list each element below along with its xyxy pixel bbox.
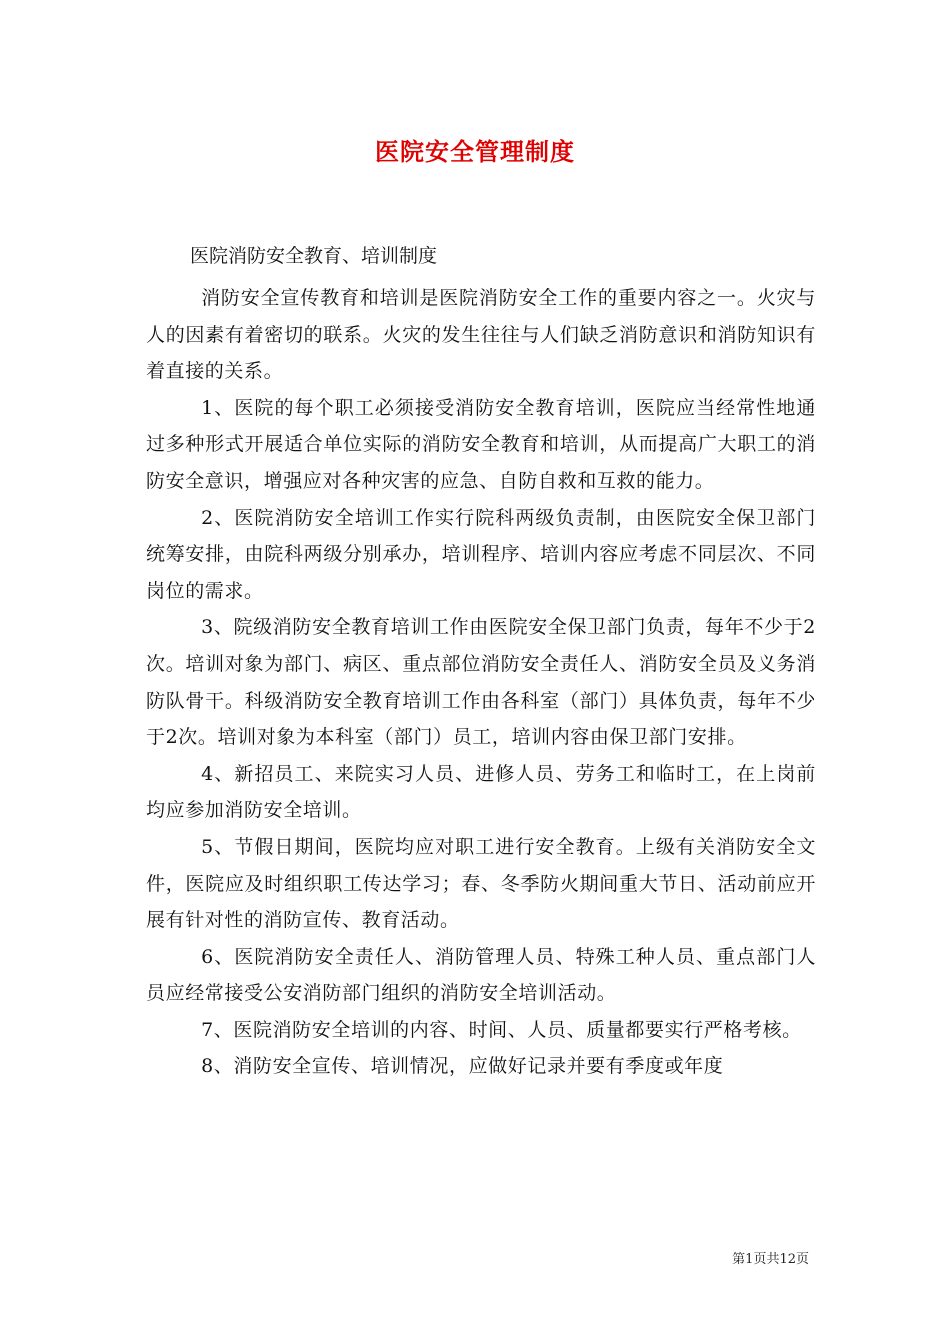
paragraph-item-5: 5、节假日期间，医院均应对职工进行安全教育。上级有关消防安全文件，医院应及时组织职工传达学习；春、冬季防火期间重大节日、活动前应开展有针对性的消防宣传、教育活动。 bbox=[146, 835, 816, 932]
document-body bbox=[146, 280, 816, 1085]
paragraph-item-4: 4、新招员工、来院实习人员、进修人员、劳务工和临时工，在上岗前均应参加消防安全培训。 bbox=[146, 762, 816, 822]
paragraph-intro: 消防安全宣传教育和培训是医院消防安全工作的重要内容之一。火灾与人的因素有着密切的联系。火灾的发生往往与人们缺乏消防意识和消防知识有着直接的关系。 bbox=[146, 287, 816, 383]
page-number-footer: 第1页共12页 bbox=[732, 1252, 809, 1267]
paragraph-item-7: 7、医院消防安全培训的内容、时间、人员、质量都要实行严格考核。 bbox=[201, 1018, 802, 1041]
paragraph-item-3: 3、院级消防安全教育培训工作由医院安全保卫部门负责，每年不少于2次。培训对象为部门、病区、重点部位消防安全责任人、消防安全员及义务消防队骨干。科级消防安全教育培训工作由各科室（部门）具体负责，每年不少于2次。培训对象为本科室（部门）员工，培训内容由保卫部门安排。 bbox=[146, 616, 816, 749]
paragraph-item-1: 1、医院的每个职工必须接受消防安全教育培训，医院应当经常性地通过多种形式开展适合单位实际的消防安全教育和培训，从而提高广大职工的消防安全意识，增强应对各种灾害的应急、自防自救和互救的能力。 bbox=[146, 396, 816, 492]
paragraph-item-8: 8、消防安全宣传、培训情况，应做好记录并要有季度或年度 bbox=[201, 1055, 724, 1078]
document-subtitle: 医院消防安全教育、培训制度 bbox=[190, 245, 438, 267]
paragraph-item-6: 6、医院消防安全责任人、消防管理人员、特殊工种人员、重点部门人员应经常接受公安消防部门组织的消防安全培训活动。 bbox=[146, 945, 816, 1005]
paragraph-item-2: 2、医院消防安全培训工作实行院科两级负责制，由医院安全保卫部门统筹安排，由院科两级分别承办，培训程序、培训内容应考虑不同层次、不同岗位的需求。 bbox=[146, 506, 816, 602]
document-title: 医院安全管理制度 bbox=[375, 137, 575, 166]
